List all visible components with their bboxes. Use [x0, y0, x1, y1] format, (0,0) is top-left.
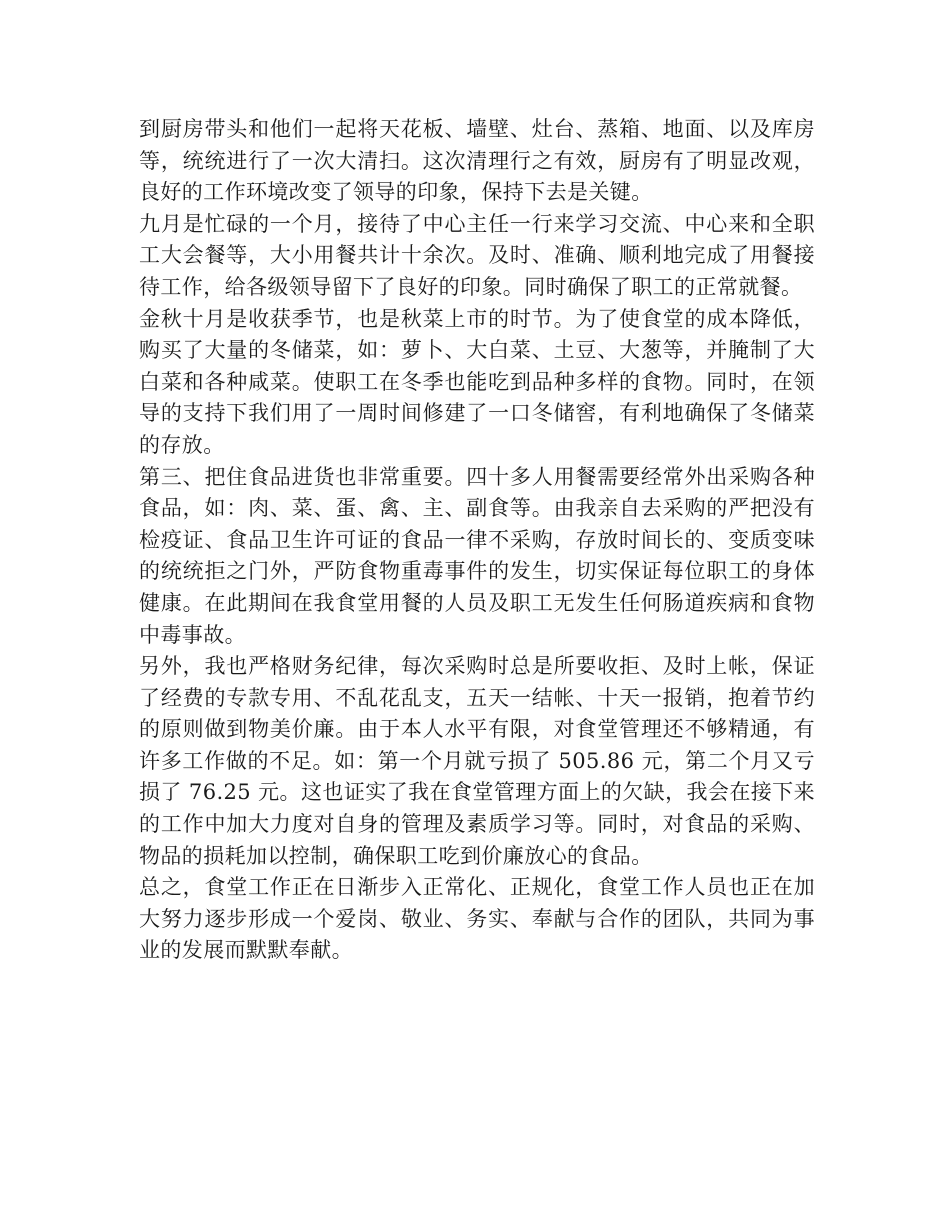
paragraph-conclusion: 总之，食堂工作正在日渐步入正常化、正规化，食堂工作人员也正在加大努力逐步形成一个爱岗、敬业、务实、奉献与合作的团队，共同为事业的发展而默默奉献。 — [139, 875, 815, 963]
paragraph-kitchen-cleaning: 到厨房带头和他们一起将天花板、墙壁、灶台、蒸箱、地面、以及库房等，统统进行了一次大清扫。这次清理行之有效，厨房有了明显改观，良好的工作环境改变了领导的印象，保持下去是关键。 — [139, 117, 815, 205]
paragraph-september: 九月是忙碌的一个月，接待了中心主任一行来学习交流、中心来和全职工大会餐等，大小用餐共计十余次。及时、准确、顺利地完成了用餐接待工作，给各级领导留下了良好的印象。同时确保了职工的正常就餐。 — [139, 211, 815, 299]
paragraph-finance: 另外，我也严格财务纪律，每次采购时总是所要收拒、及时上帐，保证了经费的专款专用、不乱花乱支，五天一结帐、十天一报销，抱着节约的原则做到物美价廉。由于本人水平有限，对食堂管理还不够精通，有许多工作做的不足。如：第一个月就亏损了 505.86 元，第二个月又亏损了 76.25 元。这也证实了我在食堂管理方面上的欠缺，我会在接下来的工作中加大力度对自身的管理及素质学习等。同时，对食品的采购、物品的损耗加以控制，确保职工吃到价廉放心的食品。 — [139, 654, 815, 868]
document-body — [139, 114, 815, 967]
paragraph-october: 金秋十月是收获季节，也是秋菜上市的时节。为了使食堂的成本降低，购买了大量的冬储菜，如：萝卜、大白菜、土豆、大葱等，并腌制了大白菜和各种咸菜。使职工在冬季也能吃到品种多样的食物。同时，在领导的支持下我们用了一周时间修建了一口冬储窖，有利地确保了冬储菜的存放。 — [139, 306, 815, 457]
paragraph-food-purchasing: 第三、把住食品进货也非常重要。四十多人用餐需要经常外出采购各种食品，如：肉、菜、蛋、禽、主、副食等。由我亲自去采购的严把没有检疫证、食品卫生许可证的食品一律不采购，存放时间长的、变质变味的统统拒之门外，严防食物重毒事件的发生，切实保证每位职工的身体健康。在此期间在我食堂用餐的人员及职工无发生任何肠道疾病和食物中毒事故。 — [139, 464, 815, 647]
